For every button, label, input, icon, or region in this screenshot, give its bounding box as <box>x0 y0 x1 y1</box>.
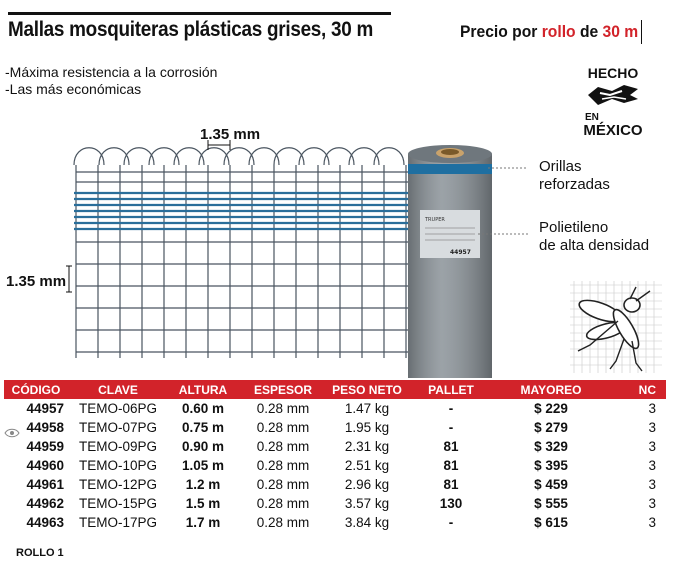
reinforced-edge-band <box>74 193 408 229</box>
cell-clave: TEMO-17PG <box>78 515 157 530</box>
cell-clave: TEMO-06PG <box>78 401 157 416</box>
table-row <box>4 513 666 532</box>
table-row <box>4 456 666 475</box>
mesh-width-label: 1.35 mm <box>200 126 261 143</box>
cell-peso: 1.47 kg <box>344 401 390 416</box>
cell-codigo: 44962 <box>26 496 64 511</box>
col-header-altura: ALTURA <box>168 380 238 399</box>
cell-codigo: 44958 <box>26 420 64 435</box>
cell-altura: 1.5 m <box>185 496 221 511</box>
product-table <box>4 380 666 532</box>
cell-espesor: 0.28 mm <box>256 401 310 416</box>
cell-codigo: 44960 <box>26 458 64 473</box>
cell-clave: TEMO-12PG <box>78 477 157 492</box>
col-header-mayoreo: MAYOREO <box>496 380 606 399</box>
mesh-height-label: 1.35 mm <box>6 273 67 290</box>
cell-pallet: 81 <box>443 439 459 454</box>
feature-item: -Las más económicas <box>5 81 142 97</box>
cell-codigo: 44959 <box>26 439 64 454</box>
cell-pallet: - <box>448 420 454 435</box>
col-header-nc: NC <box>606 380 666 399</box>
cell-espesor: 0.28 mm <box>256 515 310 530</box>
cell-mayoreo: $ 555 <box>534 496 568 511</box>
cell-nc: 3 <box>648 477 656 492</box>
cell-nc: 3 <box>648 401 656 416</box>
price-length: 30 m <box>602 22 639 41</box>
cell-peso: 2.31 kg <box>344 439 390 454</box>
mesh-roll <box>408 145 492 378</box>
col-header-espesor: ESPESOR <box>238 380 328 399</box>
cell-altura: 0.75 m <box>181 420 225 435</box>
cell-espesor: 0.28 mm <box>256 439 310 454</box>
height-dimension <box>66 266 72 292</box>
cell-altura: 0.60 m <box>181 401 225 416</box>
callout-reinforced-edges: Orillas reforzadas <box>539 158 610 193</box>
mesh-grid <box>74 148 408 358</box>
table-row <box>4 475 666 494</box>
cell-espesor: 0.28 mm <box>256 496 310 511</box>
cell-codigo: 44963 <box>26 515 64 530</box>
cell-altura: 1.2 m <box>185 477 221 492</box>
price-label: Precio por rollo de 30 m <box>460 22 639 41</box>
cell-mayoreo: $ 279 <box>534 420 568 435</box>
mosquito-icon <box>570 281 662 373</box>
cell-nc: 3 <box>648 458 656 473</box>
cell-codigo: 44961 <box>26 477 64 492</box>
table-row <box>4 399 666 418</box>
eye-icon[interactable] <box>4 428 20 438</box>
cell-clave: TEMO-15PG <box>78 496 157 511</box>
cell-pallet: 130 <box>439 496 463 511</box>
made-in-mexico-badge: HECHO EN MÉXICO <box>583 65 643 139</box>
table-row <box>4 494 666 513</box>
cell-pallet: 81 <box>443 477 459 492</box>
cell-clave: TEMO-10PG <box>78 458 157 473</box>
cell-clave: TEMO-07PG <box>78 420 157 435</box>
cell-peso: 3.57 kg <box>344 496 390 511</box>
col-header-clave: CLAVE <box>68 380 168 399</box>
cell-altura: 0.90 m <box>181 439 225 454</box>
cell-mayoreo: $ 615 <box>534 515 568 530</box>
cell-mayoreo: $ 229 <box>534 401 568 416</box>
cell-nc: 3 <box>648 496 656 511</box>
page-title: Mallas mosquiteras plásticas grises, 30 m <box>8 18 374 41</box>
cell-nc: 3 <box>648 420 656 435</box>
eagle-icon <box>584 81 642 109</box>
table-header-row <box>4 380 666 399</box>
cell-altura: 1.05 m <box>181 458 225 473</box>
cell-nc: 3 <box>648 439 656 454</box>
cell-peso: 1.95 kg <box>344 420 390 435</box>
price-divider <box>641 20 642 44</box>
table-row <box>4 437 666 456</box>
col-header-peso: PESO NETO <box>328 380 406 399</box>
callout-material: Polietileno de alta densidad <box>539 219 650 254</box>
cell-peso: 2.51 kg <box>344 458 390 473</box>
feature-item: -Máxima resistencia a la corrosión <box>5 64 218 80</box>
footer-note: ROLLO 1 <box>16 547 64 559</box>
cell-mayoreo: $ 329 <box>534 439 568 454</box>
cell-mayoreo: $ 395 <box>534 458 568 473</box>
cell-mayoreo: $ 459 <box>534 477 568 492</box>
mesh-diagram <box>0 120 471 380</box>
cell-pallet: - <box>448 515 454 530</box>
cell-peso: 3.84 kg <box>344 515 390 530</box>
table-row <box>4 418 666 437</box>
svg-text:TRUPER: TRUPER <box>425 217 445 223</box>
cell-espesor: 0.28 mm <box>256 420 310 435</box>
cell-pallet: - <box>448 401 454 416</box>
col-header-codigo: CÓDIGO <box>4 380 68 399</box>
cell-nc: 3 <box>648 515 656 530</box>
cell-clave: TEMO-09PG <box>78 439 157 454</box>
cell-altura: 1.7 m <box>185 515 221 530</box>
title-rule <box>8 12 391 15</box>
cell-codigo: 44957 <box>26 401 64 416</box>
cell-peso: 2.96 kg <box>344 477 390 492</box>
roll-code: 44957 <box>450 249 471 256</box>
cell-espesor: 0.28 mm <box>256 458 310 473</box>
cell-pallet: 81 <box>443 458 459 473</box>
col-header-pallet: PALLET <box>406 380 496 399</box>
price-unit: rollo <box>541 22 576 41</box>
cell-espesor: 0.28 mm <box>256 477 310 492</box>
